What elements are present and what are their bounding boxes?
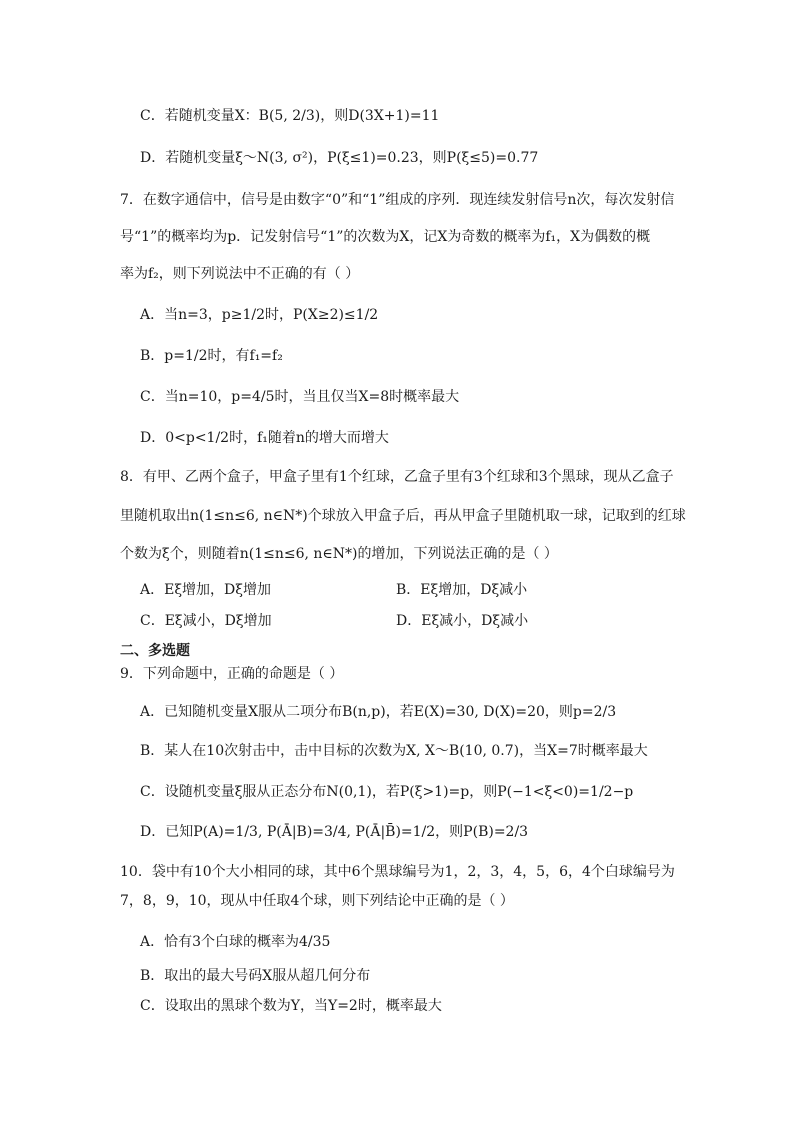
q7-stem-line1: 7．在数字通信中，信号是由数字“0”和“1”组成的序列．现连续发射信号n次，每次发射信	[120, 192, 675, 208]
q7-stem-line2: 号“1”的概率均为p．记发射信号“1”的次数为X，记X为奇数的概率为f₁，X为偶数的概	[120, 229, 651, 245]
q10-stem-line1: 10．袋中有10个大小相同的球，其中6个黑球编号为1，2，3，4，5，6，4个白球编号为	[120, 864, 675, 880]
q9-option-a: A．已知随机变量X服从二项分布B(n,p)，若E(X)=30, D(X)=20，则p=2/3	[140, 704, 617, 720]
q9-option-d: D．已知P(A)=1/3, P(Ā|B)=3/4, P(Ā|B̄)=1/2，则P(B)=2/3	[140, 824, 529, 840]
q8-stem-line3: 个数为ξ个，则随着n(1≤n≤6, n∈N*)的增加，下列说法正确的是（ ）	[120, 546, 558, 562]
q7-option-a: A．当n=3，p≥1/2时，P(X≥2)≤1/2	[140, 307, 379, 323]
q10-option-a: A．恰有3个白球的概率为4/35	[140, 934, 331, 950]
q7-option-b: B．p=1/2时，有f₁=f₂	[140, 348, 283, 364]
section-heading: 二、多选题	[120, 643, 190, 659]
q9-option-b: B．某人在10次射击中，击中目标的次数为X, X～B(10, 0.7)，当X=7时概率最大	[140, 743, 648, 759]
q6-option-c: C．若随机变量X：B(5, 2/3)，则D(3X+1)=11	[140, 108, 440, 124]
q10-option-c: C．设取出的黑球个数为Y，当Y=2时，概率最大	[140, 998, 442, 1014]
q8-stem-line1: 8．有甲、乙两个盒子，甲盒子里有1个红球，乙盒子里有3个红球和3个黑球，现从乙盒子	[120, 469, 674, 485]
q7-option-c: C．当n=10，p=4/5时，当且仅当X=8时概率最大	[140, 389, 460, 405]
q10-stem-line2: 7，8，9，10，现从中任取4个球，则下列结论中正确的是（ ）	[120, 893, 514, 909]
q8-stem-line2: 里随机取出n(1≤n≤6, n∈N*)个球放入甲盒子后，再从甲盒子里随机取一球，记取到的红球	[120, 508, 686, 524]
q7-stem-line3: 率为f₂，则下列说法中不正确的有（ ）	[120, 266, 360, 282]
q7-option-d: D．0<p<1/2时，f₁随着n的增大而增大	[140, 430, 389, 446]
q8-option-d: D．Eξ减小，Dξ减小	[396, 613, 529, 629]
q9-stem: 9．下列命题中，正确的命题是（ ）	[120, 666, 344, 682]
q8-option-c: C．Eξ减小，Dξ增加	[140, 613, 272, 629]
q8-option-b: B．Eξ增加，Dξ减小	[396, 582, 528, 598]
q10-option-b: B．取出的最大号码X服从超几何分布	[140, 968, 371, 984]
q8-option-a: A．Eξ增加，Dξ增加	[140, 582, 271, 598]
q9-option-c: C．设随机变量ξ服从正态分布N(0,1)，若P(ξ>1)=p，则P(−1<ξ<0)=1/2−p	[140, 784, 634, 800]
q6-option-d: D．若随机变量ξ～N(3, σ²)，P(ξ≤1)=0.23，则P(ξ≤5)=0.77	[140, 150, 539, 166]
